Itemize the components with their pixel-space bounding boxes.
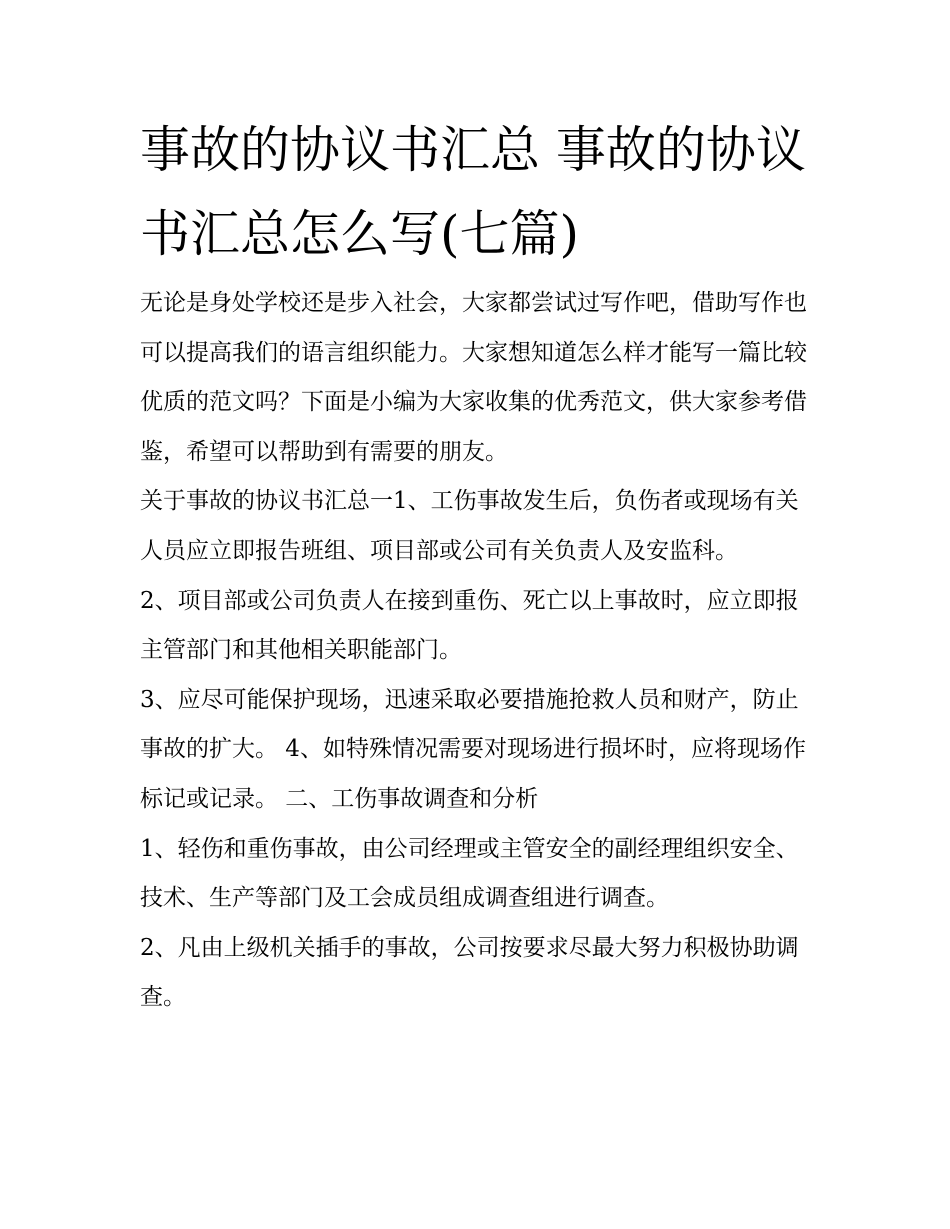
paragraph-item-1: 关于事故的协议书汇总一1、工伤事故发生后，负伤者或现场有关人员应立即报告班组、项目部或公司有关负责人及安监科。 — [140, 488, 799, 564]
document-body — [140, 279, 812, 1023]
paragraph-section2-item-1: 1、轻伤和重伤事故，由公司经理或主管安全的副经理组织安全、技术、生产等部门及工会成员组成调查组进行调查。 — [140, 835, 799, 912]
paragraph-intro: 无论是身处学校还是步入社会，大家都尝试过写作吧，借助写作也可以提高我们的语言组织能力。大家想知道怎么样才能写一篇比较优质的范文吗？下面是小编为大家收集的优秀范文，供大家参考借鉴，希望可以帮助到有需要的朋友。 — [140, 290, 807, 465]
paragraph-item-3: 3、应尽可能保护现场，迅速采取必要措施抢救人员和财产，防止事故的扩大。 4、如特殊情况需要对现场进行损坏时，应将现场作标记或记录。 二、工伤事故调查和分析 — [140, 686, 806, 812]
document-title: 事故的协议书汇总 事故的协议书汇总怎么写(七篇) — [140, 121, 806, 263]
paragraph-item-2: 2、项目部或公司负责人在接到重伤、死亡以上事故时，应立即报主管部门和其他相关职能部门。 — [140, 587, 799, 664]
paragraph-section2-item-2: 2、凡由上级机关插手的事故，公司按要求尽最大努力积极协助调查。 — [140, 934, 799, 1011]
